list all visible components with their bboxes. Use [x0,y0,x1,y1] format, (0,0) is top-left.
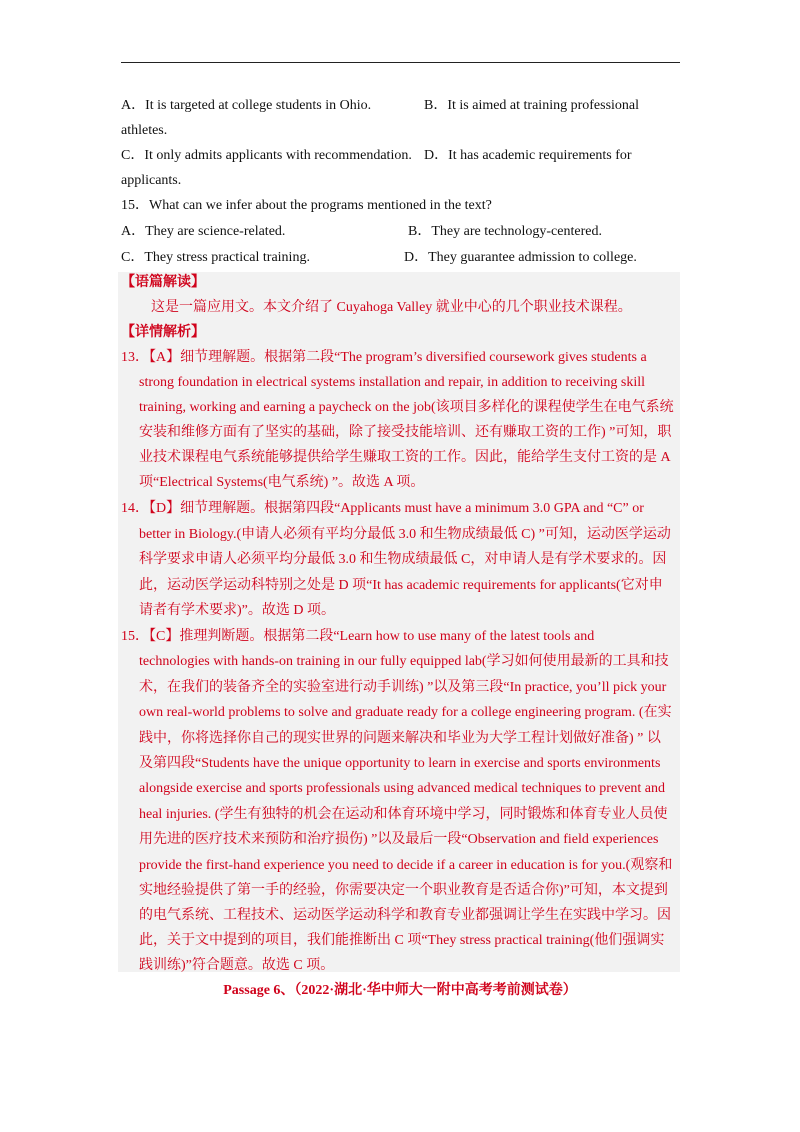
analysis-line: 13．【A】细节理解题。根据第二段“The program’s diversified coursework gives students a [121,350,647,365]
q14-option-b-continued: athletes. [121,123,168,138]
q14-option-a: A．It is targeted at college students in Ohio. [121,98,372,113]
next-passage-title: Passage 6、（2022·湖北·华中师大一附中高考考前测试卷） [223,983,577,998]
analysis-line: 术，在我们的装备齐全的实验室进行动手训练) ”以及第三段“In practice, you’ll pick your [139,680,667,695]
analysis-line: 及第四段“Students have the unique opportunity to learn in exercise and sports environments [139,756,661,771]
header-rule [121,62,680,63]
q14-option-b: B．It is aimed at training professional [424,98,640,113]
analysis-line: own real-world problems to solve and graduate ready for a college engineering program. (在实 [139,705,672,720]
analysis-line: 科学要求申请人必须平均分最低 3.0 和生物成绩最低 C，对申请人是有学术要求的。因 [139,552,667,567]
analysis-line: 请者有学术要求)”。故选 D 项。 [139,603,335,618]
q15-stem: 15．What can we infer about the programs mentioned in the text? [121,198,492,213]
q14-option-c: C．It only admits applicants with recommendation. [121,148,412,163]
analysis-line: 用先进的医疗技术来预防和治疗损伤) ”以及最后一段“Observation and field experiences [139,832,659,847]
analysis-line: 的电气系统、工程技术、运动医学运动科学和教育专业都强调让学生在实践中学习。因 [139,908,671,923]
analysis-line: provide the first-hand experience you need to decide if a career in education is for you.(观察和 [139,858,673,873]
analysis-line: heal injuries. (学生有独特的机会在运动和体育环境中学习，同时锻炼和体育专业人员使 [139,807,668,822]
analysis-line: technologies with hands-on training in our fully equipped lab(学习如何使用最新的工具和技 [139,654,669,669]
q15-option-b: B．They are technology-centered. [408,224,602,239]
detail-analysis-header: 【详情解析】 [121,325,205,340]
analysis-line: 安装和维修方面有了坚实的基础，除了接受技能培训、还有赚取工资的工作) ”可知，职 [139,425,672,440]
q15-option-c: C．They stress practical training. [121,250,310,265]
passage-analysis-text: 这是一篇应用文。本文介绍了 Cuyahoga Valley 就业中心的几个职业技术课程。 [151,300,632,315]
analysis-line: training, working and earning a paycheck on the job(该项目多样化的课程使学生在电气系统 [139,400,674,415]
analysis-line: 践中，你将选择你自己的现实世界的问题来解决和毕业为大学工程计划做好准备) ” 以 [139,731,661,746]
analysis-line: 践训练)”符合题意。故选 C 项。 [139,958,335,973]
analysis-line: 14．【D】细节理解题。根据第四段“Applicants must have a minimum 3.0 GPA and “C” or [121,501,644,516]
analysis-line: 此，运动医学运动科特别之处是 D 项“It has academic requirements for applicants(它对申 [139,578,663,593]
q15-option-d: D．They guarantee admission to college. [404,250,637,265]
analysis-line: 此，关于文中提到的项目，我们能推断出 C 项“They stress practical training(他们强调实 [139,933,665,948]
analysis-line: 实地经验提供了第一手的经验，你需要决定一个职业教育是否适合你)”可知，本文提到 [139,883,668,898]
analysis-line: strong foundation in electrical systems installation and repair, in addition to receiving skill [139,375,646,390]
analysis-line: 业技术课程电气系统能够提供给学生赚取工资的工作。因此，能给学生支付工资的是 A [139,450,671,465]
passage-analysis-header: 【语篇解读】 [121,275,205,290]
analysis-line: 项“Electrical Systems(电气系统) ”。故选 A 项。 [139,475,425,490]
analysis-line: better in Biology.(申请人必须有平均分最低 3.0 和生物成绩最低 C) ”可知，运动医学运动 [139,527,671,542]
q14-option-d: D．It has academic requirements for [424,148,632,163]
q14-option-d-continued: applicants. [121,173,182,188]
analysis-line: 15．【C】推理判断题。根据第二段“Learn how to use many of the latest tools and [121,629,595,644]
q15-option-a: A．They are science-related. [121,224,286,239]
analysis-line: alongside exercise and sports professionals using advanced medical techniques to prevent and [139,781,666,796]
